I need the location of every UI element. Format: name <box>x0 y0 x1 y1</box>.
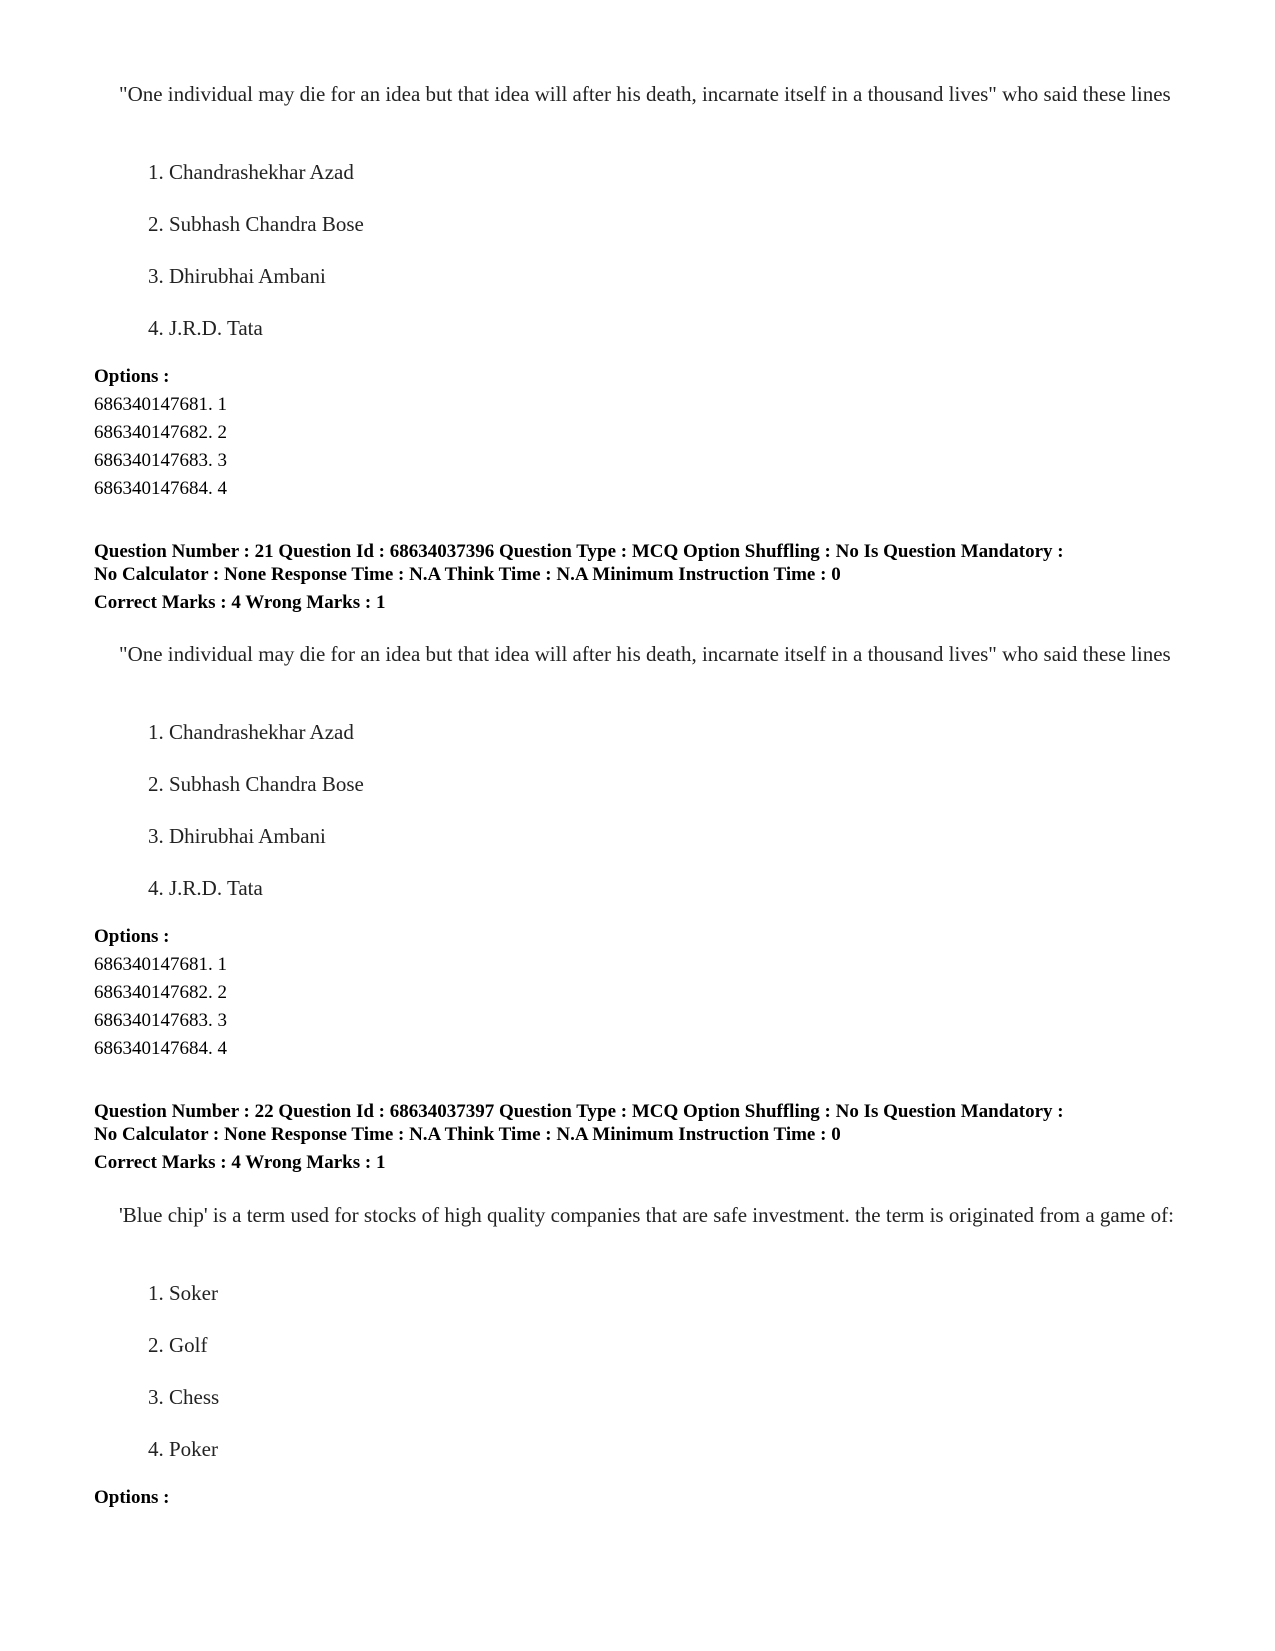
answer-choice: 1. Chandrashekhar Azad <box>148 160 354 184</box>
question-meta-line1: Question Number : 21 Question Id : 68634037396 Question Type : MCQ Option Shuffling : No Is Question Mandatory : <box>94 541 1064 562</box>
answer-choice: 2. Subhash Chandra Bose <box>148 772 364 796</box>
question-text: "One individual may die for an idea but that idea will after his death, incarnate itself in a thousand lives" who said these lines <box>119 82 1171 106</box>
option-line: 686340147681. 1 <box>94 954 227 975</box>
question-meta-line2: No Calculator : None Response Time : N.A Think Time : N.A Minimum Instruction Time : 0 <box>94 1124 841 1145</box>
answer-choice: 3. Dhirubhai Ambani <box>148 264 326 288</box>
option-line: 686340147682. 2 <box>94 422 227 443</box>
option-line: 686340147684. 4 <box>94 478 227 499</box>
answer-choice: 3. Chess <box>148 1385 220 1409</box>
option-line: 686340147684. 4 <box>94 1038 227 1059</box>
answer-choice: 1. Chandrashekhar Azad <box>148 720 354 744</box>
question-meta-line2: No Calculator : None Response Time : N.A Think Time : N.A Minimum Instruction Time : 0 <box>94 564 841 585</box>
question-meta-line1: Question Number : 22 Question Id : 68634037397 Question Type : MCQ Option Shuffling : No Is Question Mandatory : <box>94 1101 1064 1122</box>
question-marks: Correct Marks : 4 Wrong Marks : 1 <box>94 1152 386 1173</box>
answer-choice: 1. Soker <box>148 1281 218 1305</box>
options-label: Options : <box>94 366 170 387</box>
options-label: Options : <box>94 926 170 947</box>
option-line: 686340147681. 1 <box>94 394 227 415</box>
option-line: 686340147682. 2 <box>94 982 227 1003</box>
option-line: 686340147683. 3 <box>94 450 227 471</box>
answer-choice: 4. J.R.D. Tata <box>148 876 263 900</box>
options-label: Options : <box>94 1487 170 1508</box>
answer-choice: 3. Dhirubhai Ambani <box>148 824 326 848</box>
answer-choice: 4. Poker <box>148 1437 218 1461</box>
question-marks: Correct Marks : 4 Wrong Marks : 1 <box>94 592 386 613</box>
answer-choice: 2. Golf <box>148 1333 208 1357</box>
question-text: 'Blue chip' is a term used for stocks of high quality companies that are safe investment. the term is originated from a game of: <box>119 1203 1174 1227</box>
option-line: 686340147683. 3 <box>94 1010 227 1031</box>
answer-choice: 4. J.R.D. Tata <box>148 316 263 340</box>
question-text: "One individual may die for an idea but that idea will after his death, incarnate itself in a thousand lives" who said these lines <box>119 642 1171 666</box>
answer-choice: 2. Subhash Chandra Bose <box>148 212 364 236</box>
